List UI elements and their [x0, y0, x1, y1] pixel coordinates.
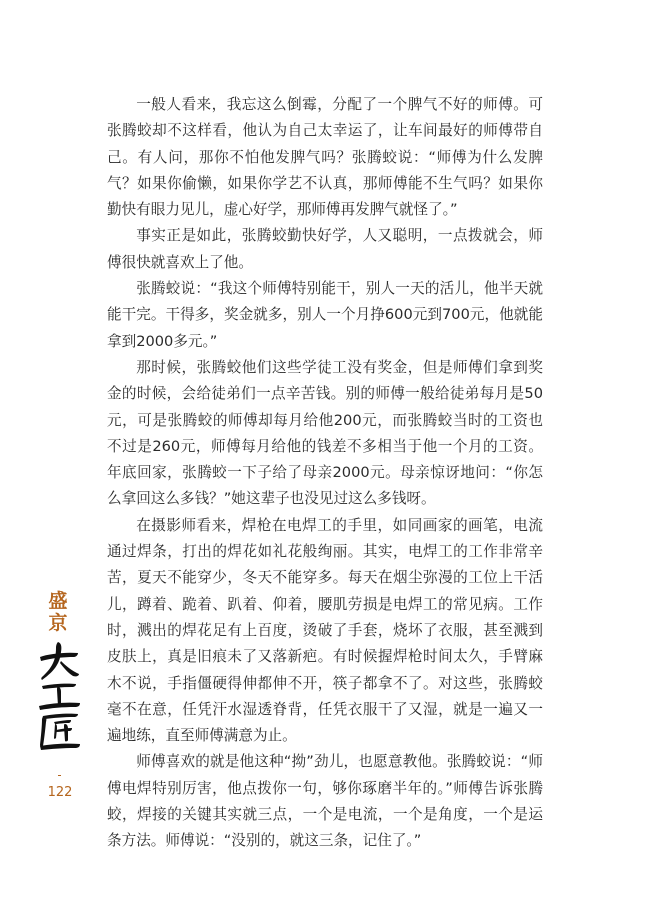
paragraph: 一般人看来，我忘这么倒霉，分配了一个脾气不好的师傅。可张腾蛟却不这样看，他认为自己太幸运了，让车间最好的师傅带自己。有人问，那你不怕他发脾气吗？张腾蛟说：“师傅为什么发脾气？如果你偷懒，如果你学艺不认真，那师傅能不生气吗？如果你勤快有眼力见儿，虚心好学，那师傅再发脾气就怪了。”	[107, 96, 543, 219]
page-number-divider	[58, 775, 61, 776]
calligraphy-logo	[34, 640, 84, 755]
paragraph: 师傅喜欢的就是他这种“拗”劲儿，也愿意教他。张腾蛟说：“师傅电焊特别厉害，他点拨你一句，够你琢磨半年的。”师傅告诉张腾蛟，焊接的关键其实就三点，一个是电流，一个是角度，一个是运条方法。师傅说：“没别的，就这三条，记住了。”	[107, 753, 543, 850]
paragraph: 在摄影师看来，焊枪在电焊工的手里，如同画家的画笔，电流通过焊条，打出的焊花如礼花般绚丽。其实，电焊工的工作非常辛苦，夏天不能穿少，冬天不能穿多。每天在烟尘弥漫的工位上干活儿，蹲着、跪着、趴着、仰着，腰肌劳损是电焊工的常见病。工作时，溅出的焊花足有上百度，烫破了手套，烧坏了衣服，甚至溅到皮肤上，真是旧痕未了又落新疤。有时候握焊枪时间太久，手臂麻木不说，手指僵硬得伸都伸不开，筷子都拿不了。对这些，张腾蛟毫不在意，任凭汗水湿透脊背，任凭衣服干了又湿，就是一遍又一遍地练，直至师傅满意为止。	[107, 516, 543, 745]
book-title-vertical	[38, 590, 78, 634]
book-title-char: 盛	[48, 590, 68, 612]
page-number: 122	[47, 785, 73, 800]
book-title-char: 京	[48, 612, 68, 634]
paragraph: 张腾蛟说：“我这个师傅特别能干，别人一天的活儿，他半天就能干完。干得多，奖金就多，别人一个月挣600元到700元，他就能拿到2000多元。”	[107, 280, 543, 350]
paragraph: 事实正是如此，张腾蛟勤快好学，人又聪明，一点拨就会，师傅很快就喜欢上了他。	[107, 227, 543, 271]
paragraph: 那时候，张腾蛟他们这些学徒工没有奖金，但是师傅们拿到奖金的时候，会给徒弟们一点辛苦钱。别的师傅一般给徒弟每月是50元，可是张腾蛟的师傅却每月给他200元，而张腾蛟当时的工资也不过是260元，师傅每月给他的钱差不多相当于他一个月的工资。年底回家，张腾蛟一下子给了母亲2000元。母亲惊讶地问：“你怎么拿回这么多钱？”她这辈子也没见过这么多钱呀。	[107, 358, 543, 508]
body-text	[107, 92, 543, 855]
